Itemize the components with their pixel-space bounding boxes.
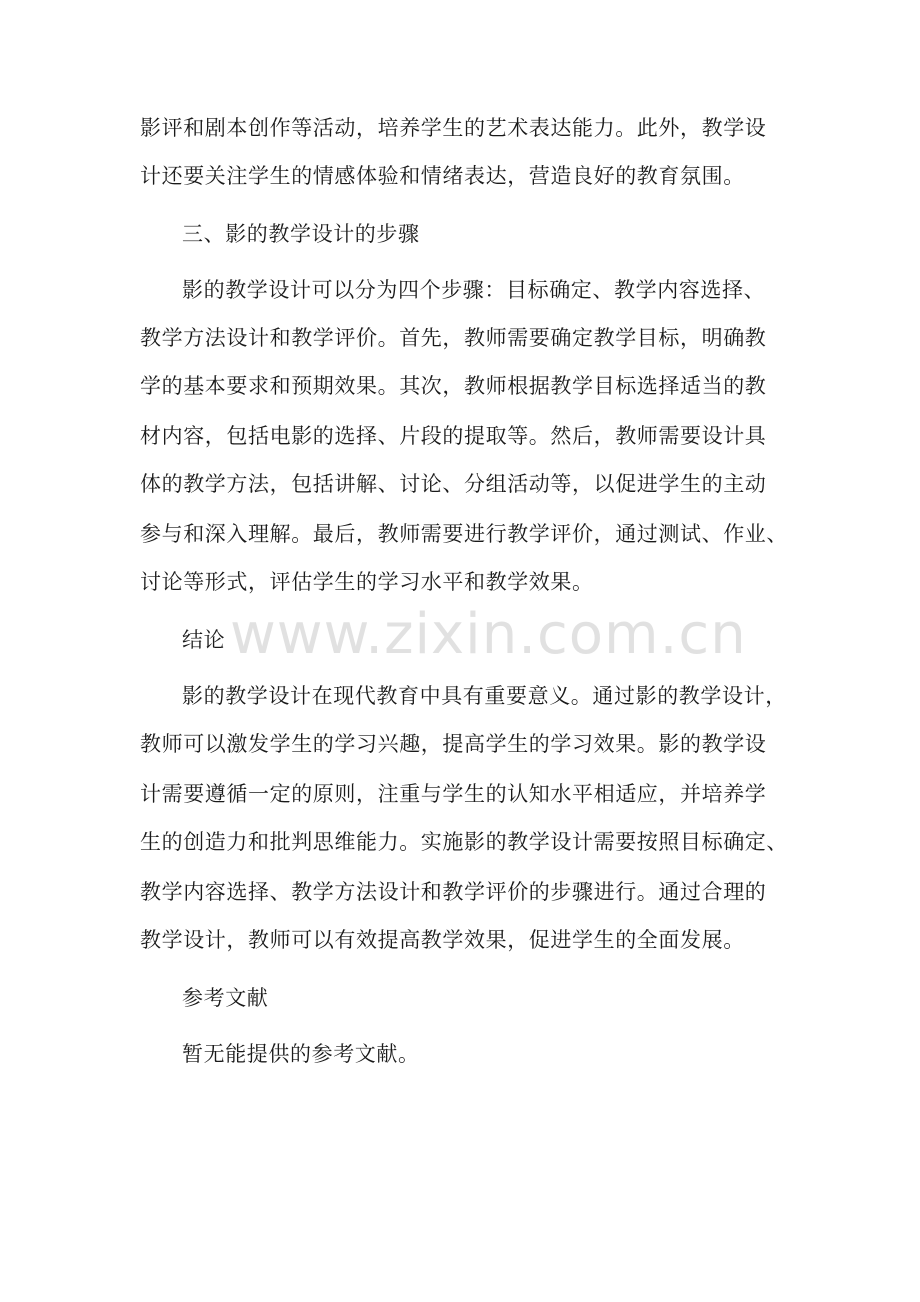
conclusion-heading: 结论	[182, 628, 226, 652]
paragraph-line: 教学设计，教师可以有效提高教学效果，促进学生的全面发展。	[140, 928, 745, 952]
paragraph-line: 生的创造力和批判思维能力。实施影的教学设计需要按照目标确定、	[140, 830, 788, 854]
paragraph-line: 计还要关注学生的情感体验和情绪表达，营造良好的教育氛围。	[140, 164, 745, 188]
paragraph-line: 学的基本要求和预期效果。其次，教师根据教学目标选择适当的教	[140, 374, 767, 398]
paragraph-line: 教学内容选择、教学方法设计和教学评价的步骤进行。通过合理的	[140, 880, 767, 904]
paragraph-line: 参与和深入理解。最后，教师需要进行教学评价，通过测试、作业、	[140, 522, 788, 546]
paragraph-line: 影的教学设计可以分为四个步骤：目标确定、教学内容选择、	[182, 278, 766, 302]
paragraph-line: 教学方法设计和教学评价。首先，教师需要确定教学目标，明确教	[140, 326, 767, 350]
paragraph-line: 影的教学设计在现代教育中具有重要意义。通过影的教学设计，	[182, 684, 787, 708]
paragraph-line: 讨论等形式，评估学生的学习水平和教学效果。	[140, 570, 594, 594]
references-text: 暂无能提供的参考文献。	[182, 1042, 420, 1066]
watermark-text: www.zixin.com.cn	[230, 602, 747, 667]
paragraph-line: 体的教学方法，包括讲解、讨论、分组活动等，以促进学生的主动	[140, 472, 767, 496]
references-heading: 参考文献	[182, 986, 269, 1010]
paragraph-line: 影评和剧本创作等活动，培养学生的艺术表达能力。此外，教学设	[140, 116, 767, 140]
paragraph-line: 计需要遵循一定的原则，注重与学生的认知水平相适应，并培养学	[140, 782, 767, 806]
section-heading: 三、影的教学设计的步骤	[182, 222, 420, 246]
paragraph-line: 材内容，包括电影的选择、片段的提取等。然后，教师需要设计具	[140, 424, 767, 448]
paragraph-line: 教师可以激发学生的学习兴趣，提高学生的学习效果。影的教学设	[140, 732, 767, 756]
